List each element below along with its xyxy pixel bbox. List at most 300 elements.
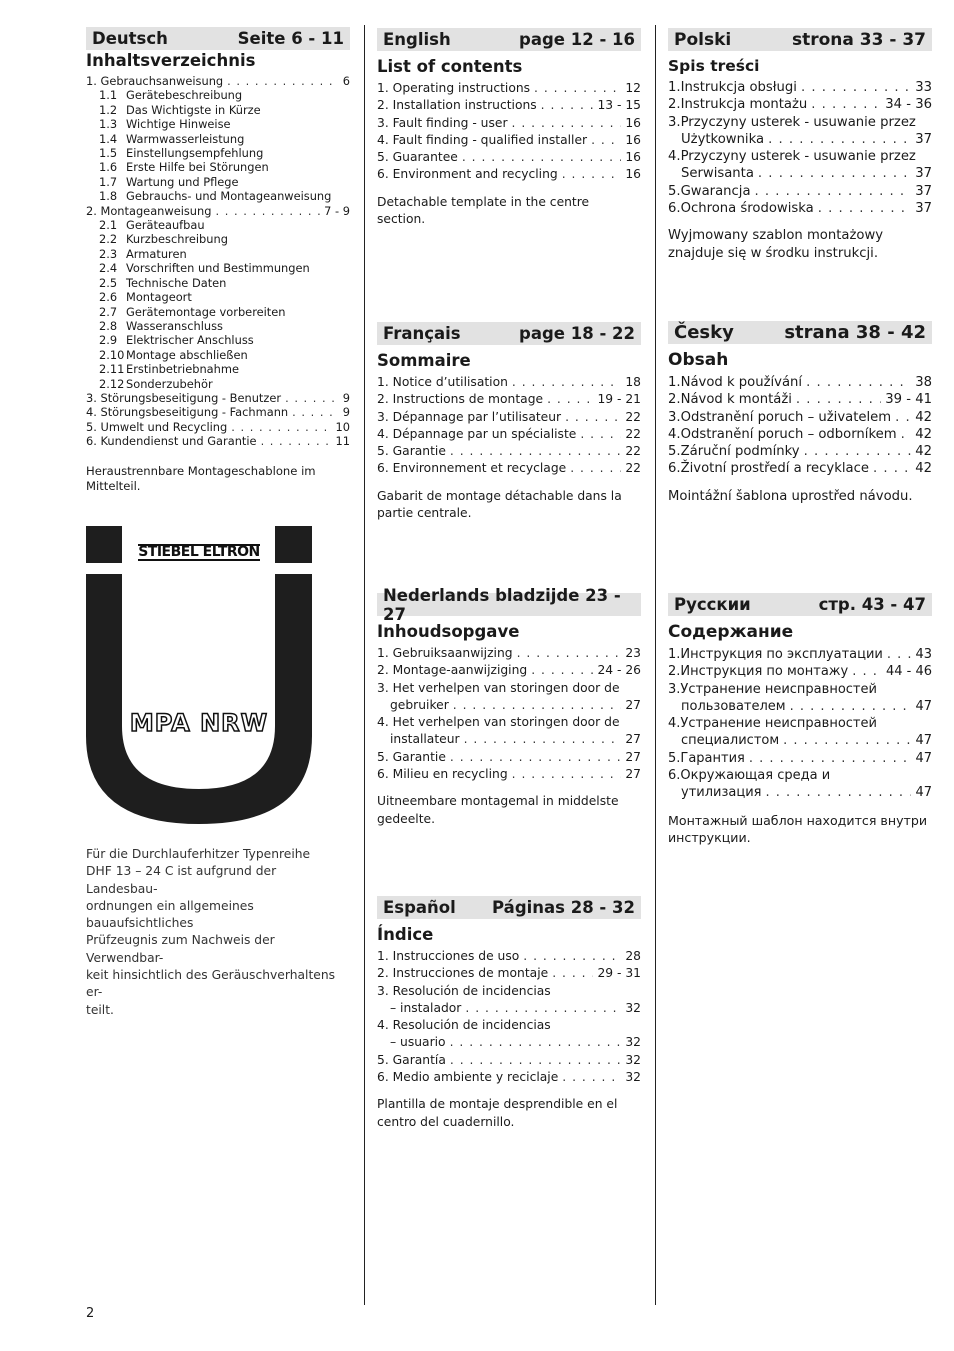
toc-item [377, 97, 641, 114]
leader-dots [292, 405, 339, 419]
toc-item-page: 37 [915, 201, 932, 217]
toc-subitem-number: 2.6 [99, 290, 118, 305]
toc-item [377, 645, 641, 662]
section-header [668, 321, 932, 344]
page-range: page 18 - 22 [519, 324, 635, 343]
toc-item-label: 2. Instructions de montage [377, 392, 544, 407]
toc-item-label: installateur [390, 732, 460, 747]
leader-dots [450, 443, 621, 460]
description-line: ordnungen ein allgemeines bauaufsichtliches [86, 898, 254, 931]
page-number: 2 [86, 1306, 95, 1321]
toc-item-page: 47 [915, 733, 932, 749]
mpa-nrw-mark: MPA NRW [129, 709, 269, 737]
leader-dots [523, 948, 621, 965]
leader-dots [765, 784, 911, 801]
toc-item-label: 6. Medio ambiente y reciclaje [377, 1070, 559, 1085]
section-header [668, 593, 932, 616]
toc-subitem [86, 261, 350, 275]
toc-item [377, 749, 641, 766]
toc-item [377, 662, 641, 679]
toc-item-label: Użytkownika [681, 131, 765, 147]
description-line: teilt. [86, 1002, 114, 1017]
section-francais [377, 322, 641, 522]
toc-item-label: 5. Guarantee [377, 150, 458, 165]
toc-item [668, 374, 932, 391]
toc-item-label: 5. Garantie [377, 749, 446, 764]
page-range: Páginas 28 - 32 [492, 898, 635, 917]
language-name: English [383, 30, 451, 49]
toc-subitem-label: Wasseranschluss [126, 318, 223, 333]
language-name: Deutsch [92, 29, 168, 48]
section-title: Índice [377, 925, 434, 944]
toc-item [668, 391, 932, 408]
leader-dots [768, 131, 911, 148]
toc-item: 4.Przyczyny usterek - usuwanie przez [668, 149, 916, 165]
column-divider-right [655, 25, 656, 1305]
toc-subitem-label: Warmwasserleistung [126, 131, 245, 146]
toc-item [377, 1052, 641, 1069]
toc-item: 3. Resolución de incidencias [377, 983, 551, 998]
toc-item-label: 1. Gebrauchsanweisung [86, 74, 224, 88]
leader-dots [562, 166, 622, 183]
leader-dots [887, 646, 912, 663]
leader-dots [261, 434, 332, 448]
toc-subitem [86, 175, 350, 189]
toc-item-page: 37 [915, 183, 932, 199]
toc-subitem-number: 2.4 [99, 261, 118, 276]
toc-subitem-label: Das Wichtigste in Kürze [126, 102, 261, 117]
toc-item-label: специалистом [681, 733, 780, 749]
toc-item [377, 766, 641, 783]
toc-subitem-number: 1.5 [99, 146, 118, 161]
toc-item [377, 426, 641, 443]
leader-dots [450, 1052, 621, 1069]
certification-text [86, 846, 350, 1019]
toc-subitem-number: 2.5 [99, 275, 118, 290]
section-polski [668, 28, 932, 262]
toc-item [668, 443, 932, 460]
toc-item-page: 11 [335, 434, 350, 449]
toc-item-label: 1. Gebruiksaanwijzing [377, 646, 513, 660]
toc-subitem-number: 2.10 [99, 347, 125, 362]
section-nederlands [377, 585, 641, 828]
toc-item-page: 7 - 9 [324, 203, 350, 218]
leader-dots [804, 443, 912, 460]
section-cesky [668, 321, 932, 505]
toc-subitem [86, 103, 350, 117]
toc-item-label: Serwisanta [681, 166, 754, 182]
toc-subitem-number: 2.2 [99, 232, 118, 247]
template-note: Монтажный шаблон находится внутри инструкции. [668, 812, 928, 845]
toc-item [377, 115, 641, 132]
toc-item: 6.Окружающая среда и [668, 768, 831, 784]
toc-item-page: 32 [625, 1070, 641, 1085]
toc-item [668, 784, 932, 801]
toc-subitem [86, 160, 350, 174]
toc-item [377, 80, 641, 97]
toc-item-page: 39 - 41 [885, 392, 932, 408]
toc-subitem-label: Geräteaufbau [126, 218, 205, 233]
section-title: Sommaire [377, 351, 471, 370]
toc-subitem-label: Vorschriften und Bestimmungen [126, 261, 310, 276]
toc-subitem-number: 1.2 [99, 102, 118, 117]
toc-list [377, 80, 641, 184]
toc-subitem [86, 333, 350, 347]
toc-item [86, 74, 350, 88]
section-header [377, 896, 641, 919]
toc-item-page: 16 [625, 115, 641, 130]
toc-item [668, 750, 932, 767]
toc-list [377, 948, 641, 1086]
mpa-logo [86, 526, 312, 824]
leader-dots [465, 1000, 621, 1017]
section-title: Inhoudsopgave [377, 622, 520, 641]
toc-item [86, 391, 350, 405]
toc-item: 4. Het verhelpen van storingen door de [377, 715, 620, 730]
toc-subitem-label: Wichtige Hinweise [126, 117, 231, 132]
toc-subitem [86, 305, 350, 319]
toc-item-label: 2. Installation instructions [377, 98, 537, 113]
toc-subitem-label: Gebrauchs- und Montageanweisung [126, 189, 332, 204]
toc-item-page: 27 [625, 732, 641, 747]
page-range: strona 33 - 37 [791, 29, 926, 50]
template-note: Uitneembare montagemal in middelste gedeelte. [377, 794, 619, 826]
toc-item [377, 166, 641, 183]
language-name: Česky [674, 322, 734, 343]
toc-item-label: 1. Operating instructions [377, 81, 531, 95]
leader-dots [512, 374, 621, 391]
leader-dots [801, 79, 911, 96]
page-range: page 12 - 16 [519, 30, 635, 49]
toc-item [377, 391, 641, 408]
toc-subitem [86, 189, 350, 203]
toc-subitem-label: Montageort [126, 290, 192, 305]
toc-item-label: 4.Odstranění poruch – odborníkem [668, 426, 897, 442]
toc-item-label: 1.Návod k používání [668, 375, 803, 390]
toc-item [668, 96, 932, 113]
toc-item-page: 24 - 26 [597, 663, 641, 678]
leader-dots [796, 391, 881, 408]
toc-list [377, 645, 641, 783]
toc-item [86, 420, 350, 434]
toc-item-page: 9 [342, 390, 350, 405]
toc-subitem-number: 2.12 [99, 376, 125, 391]
toc-item-label: 6.Životní prostředí a recyklace [668, 461, 869, 477]
toc-item: 3.Przyczyny usterek - usuwanie przez [668, 114, 916, 130]
toc-subitem-label: Kurzbeschreibung [126, 232, 228, 247]
toc-item-label: 2. Instrucciones de montaje [377, 966, 549, 981]
toc-item-label: 5. Garantía [377, 1052, 446, 1067]
toc-item-page: 42 [915, 426, 932, 442]
toc-subitem-number: 1.1 [99, 88, 118, 103]
toc-subitem [86, 218, 350, 232]
toc-item-label: 5.Záruční podmínky [668, 444, 800, 460]
toc-item-label: gebruiker [390, 697, 449, 712]
leader-dots [591, 132, 621, 149]
toc-subitem-label: Elektrischer Anschluss [126, 333, 254, 348]
toc-item-label: 6. Environment and recycling [377, 167, 558, 182]
toc-item-page: 32 [625, 1000, 641, 1015]
toc-item [86, 204, 350, 218]
description-line: Prüfzeugnis zum Nachweis der Verwendbar- [86, 933, 275, 965]
toc-item [668, 165, 932, 182]
leader-dots [783, 732, 911, 749]
leader-dots [818, 200, 912, 217]
toc-list [377, 374, 641, 478]
toc-item: 3. Het verhelpen van storingen door de [377, 680, 620, 695]
toc-item-page: 13 - 15 [597, 98, 641, 113]
toc-item-page: 22 [625, 426, 641, 441]
leader-dots [811, 96, 881, 113]
toc-item-page: 29 - 31 [597, 966, 641, 981]
toc-item [668, 460, 932, 477]
leader-dots [512, 115, 622, 132]
toc-item-label: 6. Kundendienst und Garantie [86, 434, 257, 449]
toc-item-label: 3.Odstranění poruch – uživatelem [668, 409, 892, 425]
leader-dots [541, 97, 594, 114]
leader-dots [547, 391, 593, 408]
toc-item-page: 42 [915, 444, 932, 460]
toc-list [668, 646, 932, 802]
toc-subitem [86, 146, 350, 160]
toc-item [668, 663, 932, 680]
toc-item [668, 131, 932, 148]
section-header [377, 322, 641, 345]
leader-dots [852, 663, 882, 680]
leader-dots [580, 426, 621, 443]
toc-item-page: 16 [625, 150, 641, 165]
toc-item-page: 47 [915, 785, 932, 801]
template-note: Mointážní šablona uprostřed návodu. [668, 488, 913, 504]
toc-item [86, 405, 350, 419]
leader-dots [464, 731, 622, 748]
toc-item-page: 10 [335, 419, 350, 434]
leader-dots [749, 750, 912, 767]
toc-item-label: 6. Milieu en recycling [377, 767, 508, 782]
toc-subitem [86, 117, 350, 131]
toc-item-label: 4. Fault finding - qualified installer [377, 132, 588, 147]
toc-item: 4. Resolución de incidencias [377, 1018, 551, 1033]
toc-item-page: 37 [915, 131, 932, 147]
toc-item-page: 27 [625, 697, 641, 712]
toc-item-page: 9 [342, 405, 350, 420]
toc-item [377, 443, 641, 460]
toc-item-page: 12 [625, 81, 641, 95]
toc-subitem-label: Gerätebeschreibung [126, 88, 243, 103]
toc-item-label: 6. Environnement et recyclage [377, 461, 567, 476]
toc-item-page: 27 [625, 749, 641, 764]
toc-subitem [86, 377, 350, 391]
language-name: Русскии [674, 595, 751, 614]
toc-subitem-label: Gerätemontage vorbereiten [126, 304, 286, 319]
toc-item [377, 965, 641, 982]
toc-item-page: 22 [625, 444, 641, 459]
toc-item [377, 1034, 641, 1051]
toc-subitem [86, 247, 350, 261]
section-title: List of contents [377, 57, 523, 76]
toc-item-label: пользователем [681, 698, 786, 714]
section-title: Spis treści [668, 57, 760, 75]
toc-item-page: 23 [625, 646, 641, 660]
toc-item-label: 5.Gwarancja [668, 183, 751, 199]
toc-item-label: 2.Instrukcja montażu [668, 97, 808, 113]
toc-item-page: 16 [625, 167, 641, 182]
toc-item-page: 42 [915, 409, 932, 425]
section-header [86, 27, 350, 50]
leader-dots [531, 662, 593, 679]
toc-subitem-number: 1.7 [99, 174, 118, 189]
toc-item-label: 2. Montage-aanwijziging [377, 663, 528, 678]
leader-dots [450, 749, 621, 766]
toc-item-label: – instalador [390, 1000, 462, 1015]
language-name: Nederlands bladzijde 23 - 27 [383, 585, 621, 624]
leader-dots [901, 426, 912, 443]
toc-item [668, 698, 932, 715]
toc-item-page: 34 - 36 [885, 97, 932, 113]
toc-item-label: 3. Dépannage par l’utilisateur [377, 409, 562, 424]
toc-item-page: 33 [915, 80, 932, 95]
toc-item-page: 27 [625, 767, 641, 782]
toc-item [377, 374, 641, 391]
leader-dots [215, 204, 320, 218]
toc-item-page: 22 [625, 461, 641, 476]
description-line: DHF 13 – 24 C ist aufgrund der Landesbau- [86, 864, 277, 896]
template-note: Heraustrennbare Montageschablone im Mittelteil. [86, 463, 316, 493]
leader-dots [285, 391, 339, 405]
leader-dots [806, 374, 911, 391]
toc-item-page: 18 [625, 375, 641, 389]
toc-subitem [86, 348, 350, 362]
toc-subitem-number: 2.8 [99, 318, 118, 333]
toc-item [377, 697, 641, 714]
leader-dots [570, 460, 621, 477]
leader-dots [790, 698, 912, 715]
column-divider-left [364, 25, 365, 1305]
leader-dots [453, 697, 622, 714]
toc-subitem-label: Sonderzubehör [126, 376, 213, 391]
toc-item [377, 132, 641, 149]
toc-subitem-label: Armaturen [126, 246, 187, 261]
toc-item-page: 19 - 21 [597, 392, 641, 407]
description-line: keit hinsichtlich des Geräuschverhaltens er- [86, 968, 336, 1000]
toc-item [668, 646, 932, 663]
toc-item-page: 47 [915, 698, 932, 714]
toc-item [377, 1000, 641, 1017]
language-name: Français [383, 324, 461, 343]
toc-item [377, 1069, 641, 1086]
section-title: Obsah [668, 350, 729, 370]
toc-subitem [86, 132, 350, 146]
toc-item-label: 1.Instrukcja obsługi [668, 80, 797, 95]
section-russian [668, 593, 932, 846]
toc-subitem-label: Montage abschließen [126, 347, 248, 362]
toc-item [377, 731, 641, 748]
toc-item-page: 47 [915, 750, 932, 766]
toc-item-page: 32 [625, 1052, 641, 1067]
section-header [377, 28, 641, 51]
toc-item-label: 2.Návod k montáži [668, 392, 792, 408]
toc-item [668, 183, 932, 200]
leader-dots [231, 420, 331, 434]
leader-dots [552, 965, 593, 982]
toc-item-label: 3. Fault finding - user [377, 115, 508, 130]
toc-item-page: 38 [915, 375, 932, 390]
toc-item-label: 4. Störungsbeseitigung - Fachmann [86, 405, 289, 420]
leader-dots [517, 645, 622, 662]
section-header [668, 28, 932, 51]
toc-subitem [86, 88, 350, 102]
u-shape-logo-icon [86, 526, 312, 824]
toc-item-page: 6 [342, 74, 350, 88]
language-name: Polski [674, 29, 732, 50]
toc-subitem [86, 232, 350, 246]
toc-subitem [86, 290, 350, 304]
toc-item [668, 732, 932, 749]
toc-item-label: 2. Montageanweisung [86, 203, 212, 218]
page-range: Seite 6 - 11 [237, 29, 344, 48]
section-espanol [377, 896, 641, 1131]
page-range: strana 38 - 42 [784, 322, 926, 343]
toc-subitem-number: 2.7 [99, 304, 118, 319]
leader-dots [755, 183, 912, 200]
toc-subitem-number: 2.9 [99, 333, 118, 348]
toc-item-page: 22 [625, 409, 641, 424]
leader-dots [462, 149, 622, 166]
toc-subitem [86, 319, 350, 333]
toc-item [377, 409, 641, 426]
section-english [377, 28, 641, 228]
toc-item-page: 16 [625, 132, 641, 147]
leader-dots [562, 1069, 621, 1086]
toc-subitem [86, 276, 350, 290]
toc-item-label: 3. Störungsbeseitigung - Benutzer [86, 390, 282, 405]
leader-dots [565, 409, 621, 426]
leader-dots [227, 74, 339, 88]
section-title: Inhaltsverzeichnis [86, 51, 256, 70]
toc-subitem-number: 1.4 [99, 131, 118, 146]
toc-subitem-number: 2.1 [99, 218, 118, 233]
toc-item-label: 6.Ochrona środowiska [668, 201, 814, 217]
template-note: Plantilla de montaje desprendible en el centro del cuadernillo. [377, 1097, 618, 1129]
toc-item [377, 460, 641, 477]
leader-dots [534, 80, 621, 97]
toc-item [377, 149, 641, 166]
toc-subitem-label: Wartung und Pflege [126, 174, 239, 189]
leader-dots [895, 409, 911, 426]
toc-subitem-label: Technische Daten [126, 275, 227, 290]
toc-list [86, 74, 350, 449]
toc-item-label: 1. Notice d’utilisation [377, 375, 508, 389]
toc-item-page: 28 [625, 949, 641, 963]
toc-subitem [86, 362, 350, 376]
toc-subitem-number: 1.8 [99, 189, 118, 204]
toc-item [86, 434, 350, 448]
description-line: Für die Durchlauferhitzer Typenreihe [86, 847, 311, 861]
leader-dots [512, 766, 622, 783]
section-title: Содержание [668, 622, 794, 642]
toc-item-page: 43 [915, 647, 932, 662]
toc-item-label: – usuario [390, 1035, 446, 1050]
leader-dots [873, 460, 911, 477]
toc-item: 4.Устранение неисправностей [668, 716, 877, 732]
toc-item-label: 4. Dépannage par un spécialiste [377, 426, 577, 441]
toc-subitem-number: 1.6 [99, 160, 118, 175]
toc-item-label: 5. Umwelt und Recycling [86, 419, 228, 434]
language-name: Español [383, 898, 456, 917]
toc-item-label: 5. Garantie [377, 444, 446, 459]
section-deutsch [86, 27, 350, 494]
section-header [377, 585, 641, 624]
